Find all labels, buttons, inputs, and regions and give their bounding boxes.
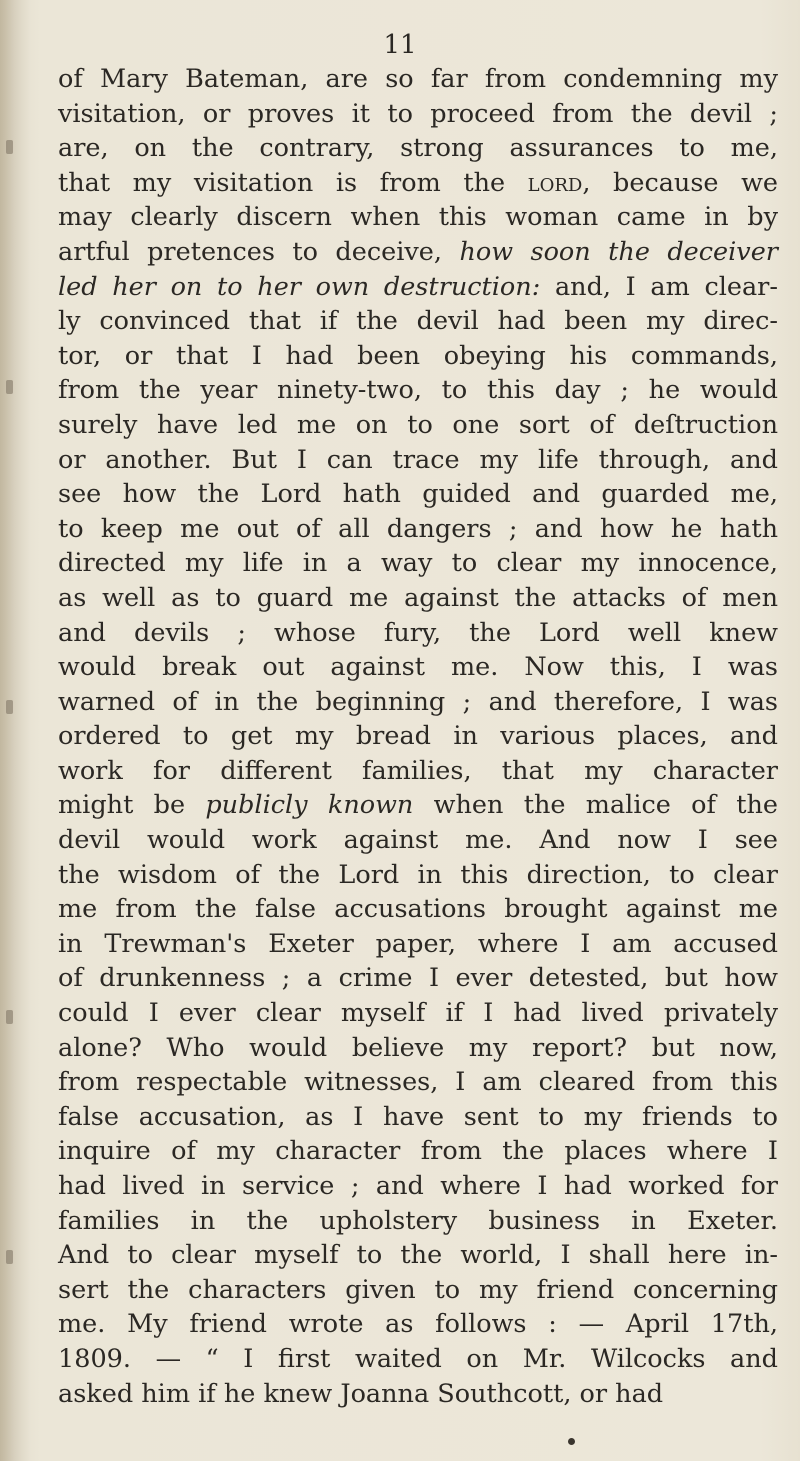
page-number: 11: [383, 30, 417, 60]
binding-mark: [6, 380, 13, 394]
text-line: [58, 443, 778, 478]
text-segment: might be: [58, 790, 206, 821]
text-line: [58, 581, 778, 616]
text-line: [58, 1065, 778, 1100]
text-line: [58, 408, 778, 443]
text-segment: when the malice of the: [413, 790, 778, 821]
text-line: [58, 892, 778, 927]
text-segment: devil would work against me. And now I see: [58, 825, 778, 856]
text-segment: false accusation, as I have sent to my friends to: [58, 1101, 778, 1132]
text-segment: directed my life in a way to clear my innocence,: [58, 548, 778, 579]
text-line: [58, 1031, 778, 1066]
text-line: [58, 339, 778, 374]
text-segment: that my visitation is from the: [58, 167, 528, 198]
text-line: [58, 788, 778, 823]
text-line: [58, 1169, 778, 1204]
text-segment: had lived in service ; and where I had worked for: [58, 1171, 778, 1201]
text-line: [58, 166, 778, 201]
text-segment: me from the false accusations brought against me: [58, 894, 778, 925]
text-segment: as well as to guard me against the attacks of men: [58, 582, 778, 613]
text-segment: the wisdom of the Lord in this direction, to clear: [58, 859, 778, 890]
text-line: [58, 97, 778, 132]
text-line: [58, 858, 778, 893]
text-segment: artful pretences to deceive,: [58, 236, 460, 267]
text-segment: ly convinced that if the devil had been my direc-: [58, 306, 778, 337]
binding-mark: [6, 1010, 13, 1024]
text-line: [58, 200, 778, 235]
italic-text: how soon the deceiver: [459, 236, 778, 267]
text-segment: me. My friend wrote as follows : — April 17th,: [58, 1309, 778, 1340]
text-line: [58, 373, 778, 408]
text-line: [58, 131, 778, 166]
text-line: [58, 270, 778, 305]
text-line: [58, 996, 778, 1031]
text-line: [58, 927, 778, 962]
text-segment: see how the Lord hath guided and guarded me,: [58, 479, 778, 510]
text-line: [58, 1273, 778, 1308]
text-segment: alone? Who would believe my report? but now,: [58, 1032, 778, 1063]
text-segment: would break out against me. Now this, I was: [58, 652, 778, 683]
italic-text: led her on to her own destruction:: [58, 271, 541, 302]
text-line: [58, 1134, 778, 1169]
text-segment: from respectable witnesses, I am cleared from this: [58, 1067, 778, 1098]
text-line: [58, 1377, 778, 1412]
text-line: [58, 1100, 778, 1135]
text-segment: and, I am clear-: [540, 271, 778, 302]
text-segment: tor, or that I had been obeying his commands,: [58, 340, 778, 371]
text-segment: visitation, or proves it to proceed from the devil ;: [58, 98, 778, 129]
text-line: [58, 546, 778, 581]
text-segment: to keep me out of all dangers ; and how he hath: [58, 513, 778, 544]
text-segment: ordered to get my bread in various places, and: [58, 721, 778, 752]
text-segment: work for different families, that my character: [58, 755, 778, 786]
binding-mark: [6, 140, 13, 154]
binding-mark: [6, 1250, 13, 1264]
text-line: [58, 719, 778, 754]
text-segment: asked him if he knew Joanna Southcott, or had: [58, 1378, 664, 1409]
binding-mark: [6, 700, 13, 714]
text-segment: 1809. — “ I first waited on Mr. Wilcocks and: [58, 1343, 778, 1374]
text-line: [58, 1204, 778, 1239]
binding-gutter-shadow: [0, 0, 30, 1461]
text-line: [58, 961, 778, 996]
text-segment: sert the characters given to my friend concerning: [58, 1274, 778, 1305]
text-line: [58, 235, 778, 270]
italic-text: publicly known: [205, 790, 414, 821]
text-segment: And to clear myself to the world, I shall here in-: [58, 1240, 778, 1271]
text-segment: in Trewman's Exeter paper, where I am accused: [58, 928, 778, 959]
text-line: [58, 62, 778, 97]
text-line: [58, 512, 778, 547]
text-segment: may clearly discern when this woman came in by: [58, 202, 778, 233]
text-segment: surely have led me on to one sort of deſtruction: [58, 409, 778, 440]
body-text: [58, 62, 778, 1411]
text-segment: and devils ; whose fury, the Lord well knew: [58, 617, 778, 648]
text-line: [58, 1307, 778, 1342]
text-line: [58, 1238, 778, 1273]
text-segment: from the year ninety-two, to this day ; he would: [58, 375, 778, 406]
small-caps-text: lord: [527, 167, 583, 198]
text-line: [58, 304, 778, 339]
text-segment: families in the upholstery business in Exeter.: [58, 1205, 778, 1236]
text-line: [58, 650, 778, 685]
text-segment: are, on the contrary, strong assurances to me,: [58, 133, 778, 164]
text-segment: of drunkenness ; a crime I ever detested, but how: [58, 963, 778, 994]
text-segment: warned of in the beginning ; and therefore, I was: [58, 686, 778, 717]
text-line: [58, 823, 778, 858]
text-segment: , because we: [582, 167, 778, 198]
text-segment: could I ever clear myself if I had lived privately: [58, 998, 778, 1029]
text-segment: or another. But I can trace my life through, and: [58, 444, 778, 475]
text-line: [58, 1342, 778, 1377]
text-line: [58, 477, 778, 512]
text-segment: inquire of my character from the places where I: [58, 1136, 778, 1167]
text-segment: of Mary Bateman, are so far from condemning my: [58, 64, 778, 94]
printer-mark-dot: [568, 1438, 575, 1445]
text-line: [58, 685, 778, 720]
text-line: [58, 754, 778, 789]
text-line: [58, 616, 778, 651]
